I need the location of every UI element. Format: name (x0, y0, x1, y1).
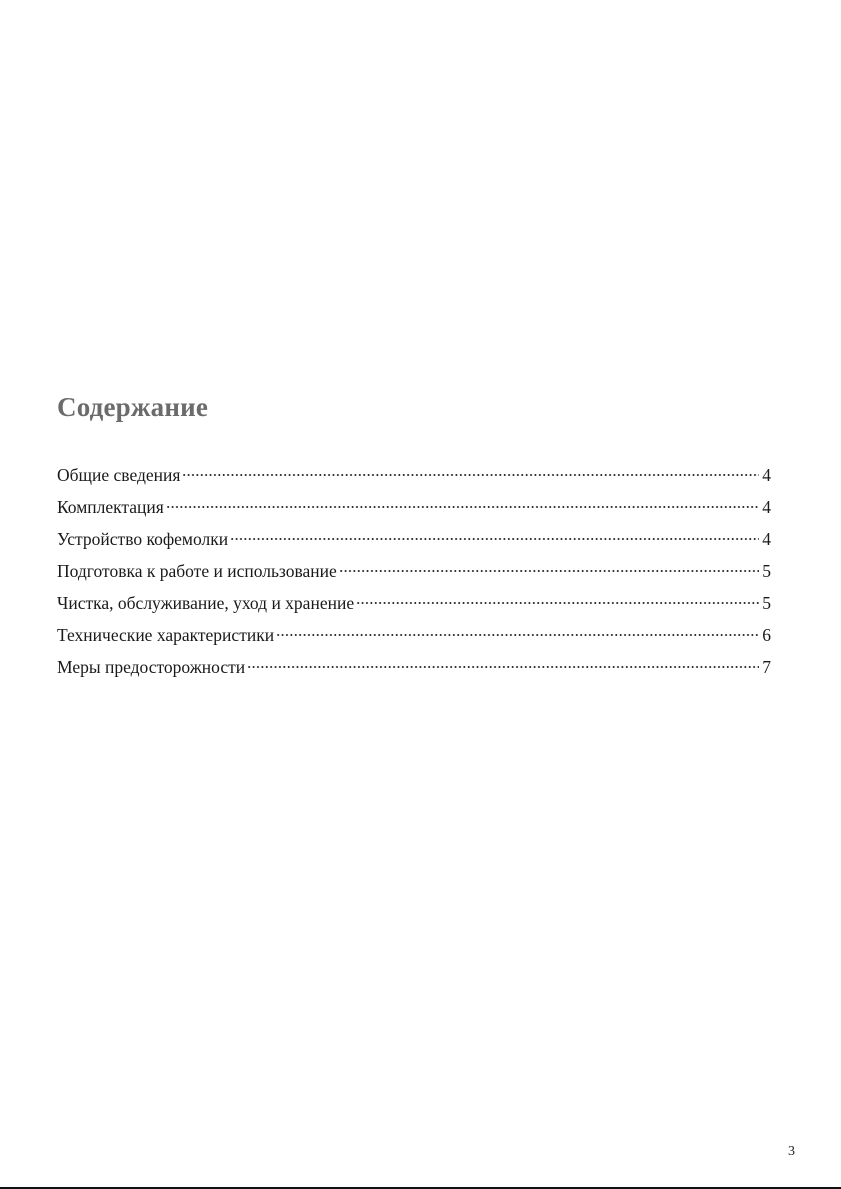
dot-leader (339, 569, 759, 573)
toc-entry-safety-precautions[interactable] (57, 651, 771, 683)
toc-entry-label: Меры предосторожности (57, 657, 246, 677)
toc-entry-preparation-and-use[interactable] (57, 555, 771, 587)
toc-entry-label: Чистка, обслуживание, уход и хранение (57, 593, 355, 613)
toc-entry-page: 4 (762, 529, 771, 549)
dot-leader (356, 601, 759, 605)
dot-leader (247, 665, 759, 669)
table-of-contents (57, 459, 771, 683)
dot-leader (230, 537, 759, 541)
dot-leader (166, 505, 759, 509)
toc-entry-page: 5 (762, 561, 771, 581)
toc-entry-label: Устройство кофемолки (57, 529, 229, 549)
page-number: 3 (788, 1144, 795, 1159)
toc-entry-page: 4 (762, 497, 771, 517)
toc-title: Содержание (57, 392, 209, 422)
dot-leader (276, 633, 759, 637)
toc-entry-grinder-design[interactable] (57, 523, 771, 555)
toc-entry-page: 7 (762, 657, 771, 677)
toc-entry-package-contents[interactable] (57, 491, 771, 523)
toc-entry-page: 4 (762, 465, 771, 485)
toc-entry-cleaning-and-storage[interactable] (57, 587, 771, 619)
toc-entry-specifications[interactable] (57, 619, 771, 651)
toc-entry-page: 5 (762, 593, 771, 613)
toc-entry-page: 6 (762, 625, 771, 645)
toc-entry-label: Общие сведения (57, 465, 181, 485)
dot-leader (182, 473, 759, 477)
toc-entry-label: Комплектация (57, 497, 164, 517)
toc-entry-label: Подготовка к работе и использование (57, 561, 337, 581)
toc-entry-label: Технические характеристики (57, 625, 275, 645)
toc-entry-general-info[interactable] (57, 459, 771, 491)
